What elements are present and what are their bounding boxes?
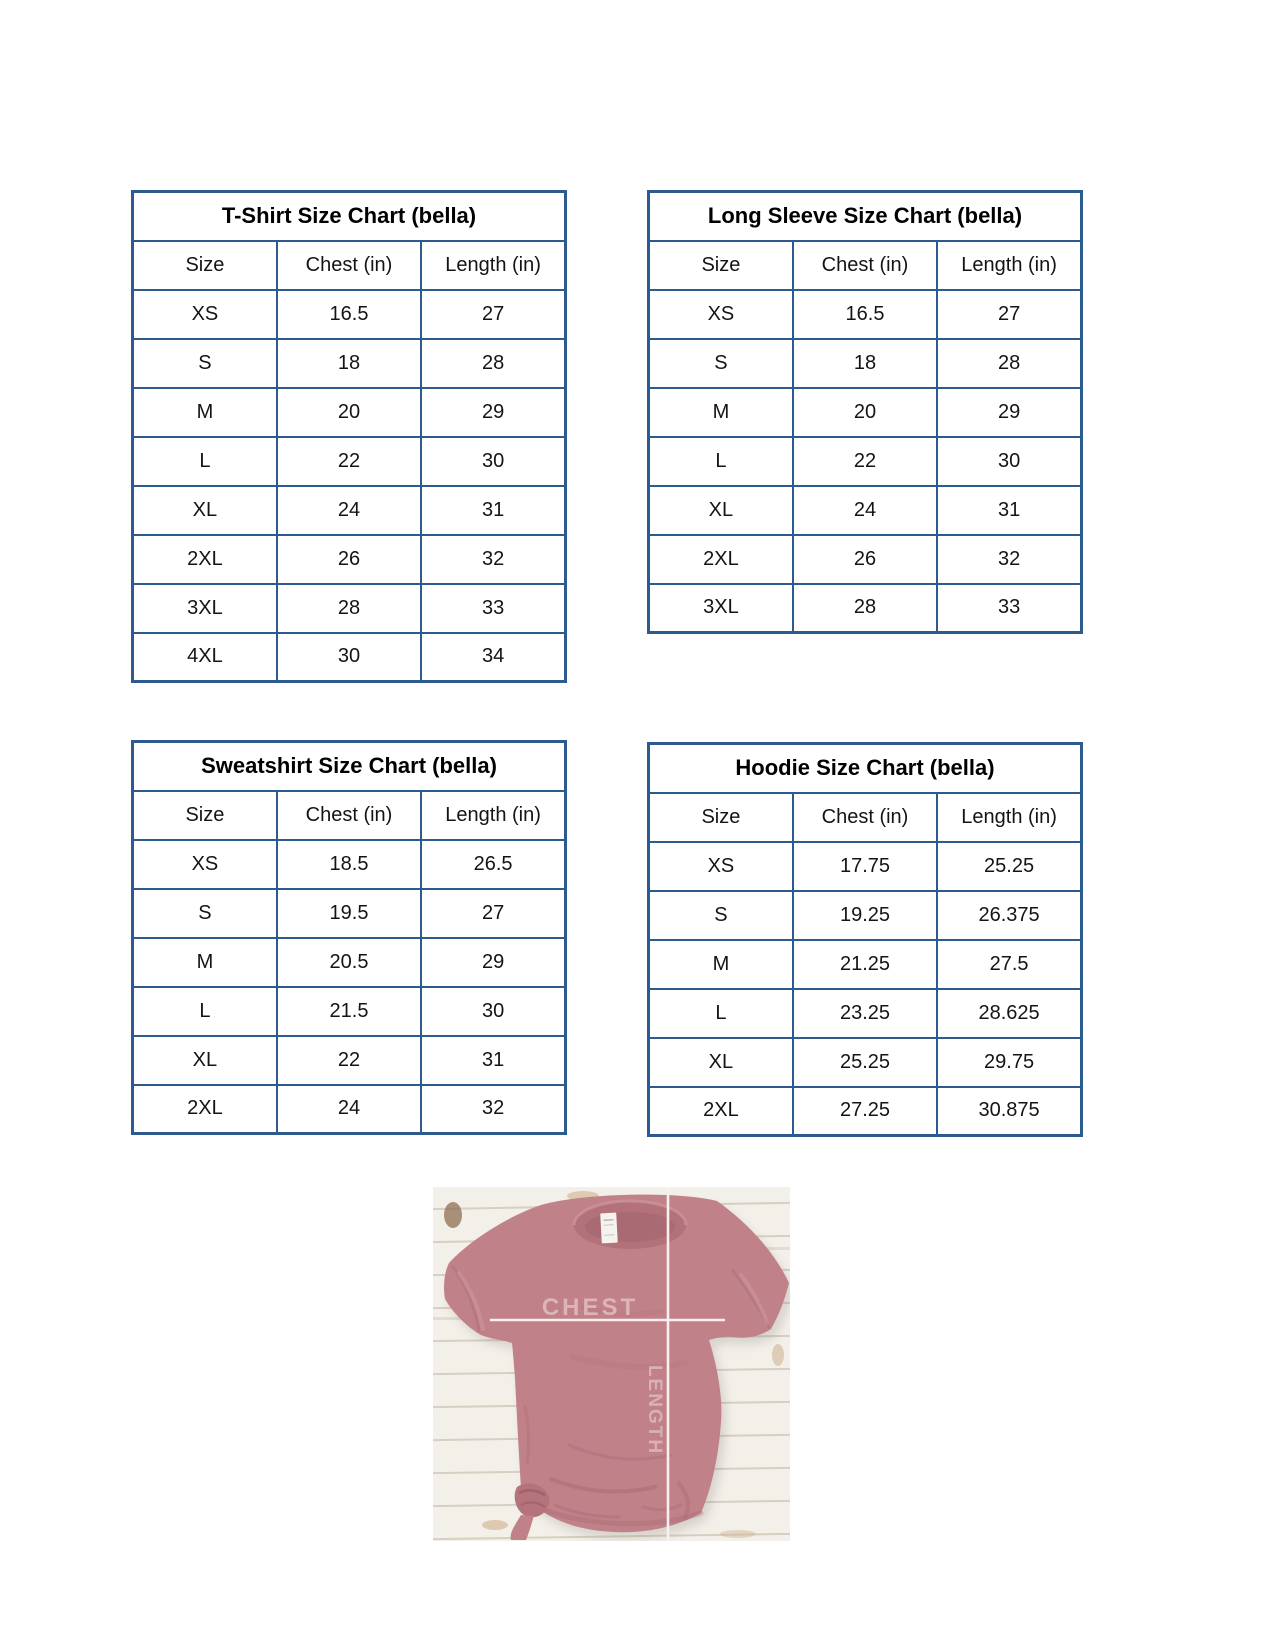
table-row: [133, 633, 566, 682]
size-cell: 2XL: [133, 1085, 277, 1134]
measurement-cell: 32: [421, 1085, 565, 1134]
measurement-cell: 25.25: [793, 1038, 937, 1087]
table-row: [649, 891, 1082, 940]
measurement-cell: 30: [421, 437, 565, 486]
measurement-cell: 22: [793, 437, 937, 486]
table-row: [133, 290, 566, 339]
measurement-cell: 21.5: [277, 987, 421, 1036]
shirt-measurement-photo: [433, 1187, 790, 1541]
size-table: [131, 740, 567, 1135]
chest-label: CHEST: [541, 1294, 639, 1321]
size-cell: XL: [133, 1036, 277, 1085]
table-row: [649, 486, 1082, 535]
longsleeve-size-table: [647, 190, 1083, 634]
measurement-cell: 31: [937, 486, 1081, 535]
size-cell: L: [133, 437, 277, 486]
column-header: Length (in): [937, 241, 1081, 290]
neck-label: [600, 1213, 618, 1244]
size-cell: 2XL: [649, 535, 793, 584]
column-header: Length (in): [937, 793, 1081, 842]
table-row: [649, 1038, 1082, 1087]
column-header: Chest (in): [793, 241, 937, 290]
table-row: [133, 1085, 566, 1134]
table-row: [649, 940, 1082, 989]
table-title: Long Sleeve Size Chart (bella): [649, 192, 1082, 241]
measurement-cell: 28: [421, 339, 565, 388]
table-row: [649, 1087, 1082, 1136]
length-label: LENGTH: [644, 1364, 665, 1456]
measurement-cell: 24: [793, 486, 937, 535]
measurement-cell: 34: [421, 633, 565, 682]
table-row: [133, 1036, 566, 1085]
measurement-cell: 21.25: [793, 940, 937, 989]
column-header: Length (in): [421, 791, 565, 840]
measurement-cell: 18: [277, 339, 421, 388]
table-row: [649, 388, 1082, 437]
size-table: [647, 190, 1083, 634]
measurement-cell: 29.75: [937, 1038, 1081, 1087]
table-title: Sweatshirt Size Chart (bella): [133, 742, 566, 791]
size-cell: XL: [649, 486, 793, 535]
measurement-cell: 30: [421, 987, 565, 1036]
header-row: [649, 793, 1082, 842]
column-header: Chest (in): [277, 241, 421, 290]
sweatshirt-size-table: [131, 740, 567, 1135]
table-row: [133, 889, 566, 938]
measurement-cell: 20: [793, 388, 937, 437]
column-header: Length (in): [421, 241, 565, 290]
measurement-cell: 19.25: [793, 891, 937, 940]
table-row: [133, 938, 566, 987]
measurement-cell: 28: [277, 584, 421, 633]
size-cell: S: [133, 339, 277, 388]
table-row: [133, 987, 566, 1036]
measurement-cell: 18.5: [277, 840, 421, 889]
measurement-cell: 31: [421, 1036, 565, 1085]
size-cell: M: [133, 938, 277, 987]
column-header: Size: [133, 791, 277, 840]
table-row: [649, 437, 1082, 486]
measurement-cell: 20.5: [277, 938, 421, 987]
size-cell: 3XL: [649, 584, 793, 633]
measurement-cell: 16.5: [277, 290, 421, 339]
size-cell: M: [133, 388, 277, 437]
measurement-cell: 22: [277, 437, 421, 486]
table-row: [649, 535, 1082, 584]
measurement-cell: 30: [937, 437, 1081, 486]
size-cell: XL: [133, 486, 277, 535]
table-row: [649, 339, 1082, 388]
table-row: [649, 842, 1082, 891]
measurement-cell: 29: [421, 938, 565, 987]
measurement-cell: 27.25: [793, 1087, 937, 1136]
size-cell: 4XL: [133, 633, 277, 682]
size-cell: XS: [649, 290, 793, 339]
measurement-cell: 26.375: [937, 891, 1081, 940]
measurement-cell: 28: [793, 584, 937, 633]
table-row: [649, 989, 1082, 1038]
column-header: Size: [649, 793, 793, 842]
measurement-cell: 30: [277, 633, 421, 682]
measurement-cell: 20: [277, 388, 421, 437]
measurement-cell: 24: [277, 1085, 421, 1134]
measurement-cell: 27.5: [937, 940, 1081, 989]
measurement-cell: 17.75: [793, 842, 937, 891]
measurement-cell: 22: [277, 1036, 421, 1085]
measurement-cell: 27: [937, 290, 1081, 339]
size-cell: XS: [133, 290, 277, 339]
column-header: Size: [649, 241, 793, 290]
size-cell: M: [649, 388, 793, 437]
measurement-cell: 27: [421, 290, 565, 339]
measurement-cell: 31: [421, 486, 565, 535]
measurement-cell: 30.875: [937, 1087, 1081, 1136]
size-cell: S: [649, 339, 793, 388]
table-row: [133, 535, 566, 584]
measurement-cell: 25.25: [937, 842, 1081, 891]
table-row: [133, 437, 566, 486]
measurement-cell: 29: [421, 388, 565, 437]
measurement-cell: 33: [421, 584, 565, 633]
size-cell: 2XL: [649, 1087, 793, 1136]
measurement-cell: 19.5: [277, 889, 421, 938]
size-cell: XS: [133, 840, 277, 889]
measurement-cell: 29: [937, 388, 1081, 437]
column-header: Size: [133, 241, 277, 290]
measurement-cell: 28.625: [937, 989, 1081, 1038]
column-header: Chest (in): [793, 793, 937, 842]
table-row: [649, 584, 1082, 633]
table-row: [133, 584, 566, 633]
measurement-cell: 16.5: [793, 290, 937, 339]
shirt-mockup-graphic: [433, 1187, 790, 1541]
size-cell: S: [133, 889, 277, 938]
measurement-cell: 32: [421, 535, 565, 584]
size-cell: 2XL: [133, 535, 277, 584]
measurement-cell: 26: [793, 535, 937, 584]
hoodie-size-table: [647, 742, 1083, 1137]
size-cell: L: [649, 437, 793, 486]
table-row: [133, 840, 566, 889]
measurement-cell: 23.25: [793, 989, 937, 1038]
size-cell: 3XL: [133, 584, 277, 633]
measurement-cell: 33: [937, 584, 1081, 633]
size-cell: XL: [649, 1038, 793, 1087]
measurement-cell: 27: [421, 889, 565, 938]
tshirt-size-table: [131, 190, 567, 683]
size-table: [131, 190, 567, 683]
table-title: T-Shirt Size Chart (bella): [133, 192, 566, 241]
table-row: [649, 290, 1082, 339]
measurement-cell: 32: [937, 535, 1081, 584]
measurement-cell: 26.5: [421, 840, 565, 889]
size-table: [647, 742, 1083, 1137]
measurement-cell: 18: [793, 339, 937, 388]
size-cell: L: [133, 987, 277, 1036]
table-title: Hoodie Size Chart (bella): [649, 744, 1082, 793]
size-cell: L: [649, 989, 793, 1038]
header-row: [133, 791, 566, 840]
header-row: [133, 241, 566, 290]
measurement-cell: 26: [277, 535, 421, 584]
table-row: [133, 486, 566, 535]
column-header: Chest (in): [277, 791, 421, 840]
table-row: [133, 388, 566, 437]
measurement-cell: 28: [937, 339, 1081, 388]
measurement-cell: 24: [277, 486, 421, 535]
table-row: [133, 339, 566, 388]
size-cell: XS: [649, 842, 793, 891]
size-cell: S: [649, 891, 793, 940]
size-cell: M: [649, 940, 793, 989]
header-row: [649, 241, 1082, 290]
